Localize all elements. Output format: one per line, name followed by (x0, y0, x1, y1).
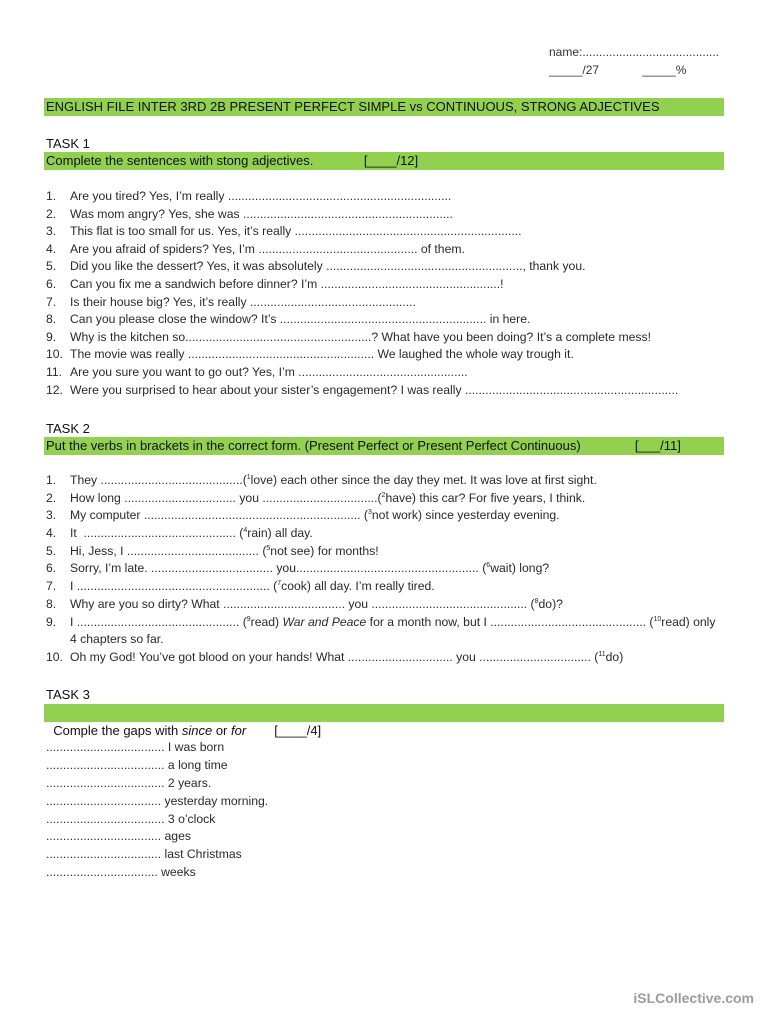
item-number: 5. (46, 543, 57, 558)
item-number: 2. (46, 490, 57, 505)
item-number: 7. (46, 294, 57, 309)
item-fragment: do) (605, 649, 624, 664)
item-text: Are you tired? Yes, I’m really .................................................................. (70, 189, 452, 203)
worksheet-title: ENGLISH FILE INTER 3RD 2B PRESENT PERFECT SIMPLE vs CONTINUOUS, STRONG ADJECTIVES (44, 98, 724, 116)
item-fragment: Sorry, I’m late. .................................... you...................................................... ( (70, 561, 487, 576)
item-text: Are you sure you want to go out? Yes, I’m .................................................. (70, 364, 468, 379)
task1-item (46, 383, 736, 401)
item-text: Can you fix me a sandwich before dinner? I’m .....................................................! (70, 276, 504, 291)
student-name-line: name:......................................... (549, 45, 720, 59)
task2-item (46, 508, 736, 526)
item-fragment: rain) all day. (247, 526, 313, 541)
item-text (70, 508, 560, 522)
score-line: _____/27 _____% (549, 63, 687, 77)
item-text (70, 615, 715, 629)
item-text: This flat is too small for us. Yes, it’s really ................................................................... (70, 224, 522, 239)
item-text (70, 561, 549, 575)
task3-label: TASK 3 (46, 687, 90, 702)
item-continuation: 4 chapters so far. (70, 632, 164, 647)
gap-number: 5 (266, 544, 271, 552)
item-number: 3. (46, 224, 57, 239)
task3-instruction-text: Comple the gaps with (53, 723, 182, 738)
task2-item (46, 597, 736, 615)
gap-number: 6 (486, 562, 491, 570)
item-text: Can you please close the window? It’s ............................................................. in here. (70, 312, 531, 327)
item-text: The movie was really ....................................................... We laughed the whole way trough it. (70, 347, 574, 362)
item-text: Are you afraid of spiders? Yes, I’m ............................................... of them. (70, 241, 465, 256)
task1-item (46, 242, 736, 260)
item-fragment: My computer ................................................................ ( (70, 508, 368, 523)
task2-item (46, 579, 736, 597)
gap-number: 11 (598, 650, 606, 658)
item-text (70, 491, 585, 505)
item-fragment: I ................................................ ( (70, 614, 247, 629)
item-number: 3. (46, 508, 57, 523)
item-fragment: Why are you so dirty? What .................................... you .............................................. ( (70, 596, 535, 611)
item-number: 8. (46, 312, 57, 327)
task1-list (46, 189, 736, 400)
task3-item: ................................... a long time (46, 757, 228, 772)
item-number: 10. (46, 649, 63, 664)
task3-instruction (44, 704, 724, 738)
task3-item: .................................. ages (46, 829, 191, 844)
item-fragment: Hi, Jess, I ....................................... ( (70, 543, 267, 558)
task1-item (46, 295, 736, 313)
item-number: 9. (46, 614, 57, 629)
task2-item (46, 473, 736, 491)
item-fragment: They ..........................................( (70, 473, 247, 487)
gap-number: 8 (534, 597, 539, 605)
task1-item (46, 207, 736, 225)
item-number: 1. (46, 473, 57, 487)
task3-item: ................................... 3 o’clock (46, 811, 216, 826)
task3-item: ................................... I was born (46, 740, 225, 754)
task2-item (46, 544, 736, 562)
gap-number: 10 (653, 615, 662, 623)
task2-item (46, 561, 736, 579)
task2-instruction: Put the verbs in brackets in the correct form. (Present Perfect or Present Perfect Continuous) [___/11] (44, 437, 724, 455)
task1-item (46, 259, 736, 277)
task1-label: TASK 1 (46, 136, 90, 151)
word-for: for (231, 723, 247, 738)
item-fragment: wait) long? (490, 561, 550, 576)
task2-item (46, 526, 736, 544)
item-fragment: read) only (661, 614, 716, 629)
task2-list (46, 473, 736, 668)
task2-item (46, 491, 736, 509)
task3-item: .................................. yesterday morning. (46, 793, 269, 808)
task2-label: TASK 2 (46, 421, 90, 436)
item-text: Is their house big? Yes, it’s really ................................................. (70, 294, 416, 309)
word-since: since (181, 723, 213, 738)
site-watermark: iSLCollective.com (633, 990, 754, 1006)
item-number: 12. (46, 382, 63, 397)
task1-instruction: Complete the sentences with stong adjectives. [____/12] (44, 152, 724, 170)
item-fragment: I ......................................................... ( (70, 579, 278, 594)
task3-item: .................................. last Christmas (46, 847, 242, 862)
item-text: Why is the kitchen so.......................................................? What have you been doing? It’s a complete mess! (70, 329, 651, 344)
item-text: Were you surprised to hear about your sister’s engagement? I was really ............................................................... (70, 382, 679, 397)
item-number: 11. (46, 364, 63, 379)
item-fragment: do)? (538, 596, 563, 611)
book-title: War and Peace (282, 614, 367, 629)
gap-number: 3 (367, 509, 372, 517)
item-number: 9. (46, 329, 57, 344)
task3-item: ................................. weeks (46, 865, 196, 880)
task1-item (46, 365, 736, 383)
task3-score: [____/4] (274, 723, 322, 738)
task1-item (46, 330, 736, 348)
item-text (70, 579, 435, 593)
item-fragment: Oh my God! You’ve got blood on your hands! What ............................... you ................................. ( (70, 649, 599, 664)
gap-number: 2 (381, 491, 386, 499)
item-number: 1. (46, 189, 57, 203)
item-number: 6. (46, 276, 57, 291)
item-text (70, 544, 379, 558)
item-number: 7. (46, 579, 57, 594)
item-text: Was mom angry? Yes, she was .............................................................. (70, 206, 453, 221)
gap-number: 1 (246, 473, 251, 481)
task3-item: ................................... 2 years. (46, 775, 212, 790)
item-fragment: read) War and Peace for a month now, but I .............................................. ( (250, 614, 654, 629)
task1-item (46, 312, 736, 330)
item-fragment: have) this car? For five years, I think. (385, 490, 586, 505)
task1-item (46, 277, 736, 295)
item-text: Did you like the dessert? Yes, it was absolutely .........................................................., thank you. (70, 259, 586, 274)
item-fragment: cook) all day. I’m really tired. (281, 579, 435, 594)
item-text (70, 473, 597, 487)
task1-item (46, 189, 736, 207)
gap-number: 7 (277, 580, 282, 588)
item-text (70, 526, 313, 540)
item-number: 4. (46, 241, 57, 256)
item-text (70, 597, 563, 611)
item-fragment: How long ................................. you ..................................( (70, 490, 382, 505)
word-or: or (212, 723, 232, 738)
item-number: 10. (46, 347, 63, 362)
item-text (70, 650, 623, 664)
item-fragment: not work) since yesterday evening. (371, 508, 560, 523)
item-number: 6. (46, 561, 57, 576)
item-number: 8. (46, 596, 57, 611)
task2-item (46, 615, 736, 650)
task3-list (46, 739, 268, 882)
item-number: 2. (46, 206, 57, 221)
task1-item (46, 347, 736, 365)
gap-number: 4 (243, 527, 248, 534)
item-number: 4. (46, 526, 57, 541)
item-fragment: It ............................................. ( (70, 526, 244, 541)
task1-item (46, 224, 736, 242)
task2-item (46, 650, 736, 668)
item-fragment: not see) for months! (270, 543, 379, 558)
item-fragment: love) each other since the day they met. It was love at first sight. (250, 473, 597, 487)
item-number: 5. (46, 259, 57, 274)
gap-number: 9 (246, 615, 251, 623)
